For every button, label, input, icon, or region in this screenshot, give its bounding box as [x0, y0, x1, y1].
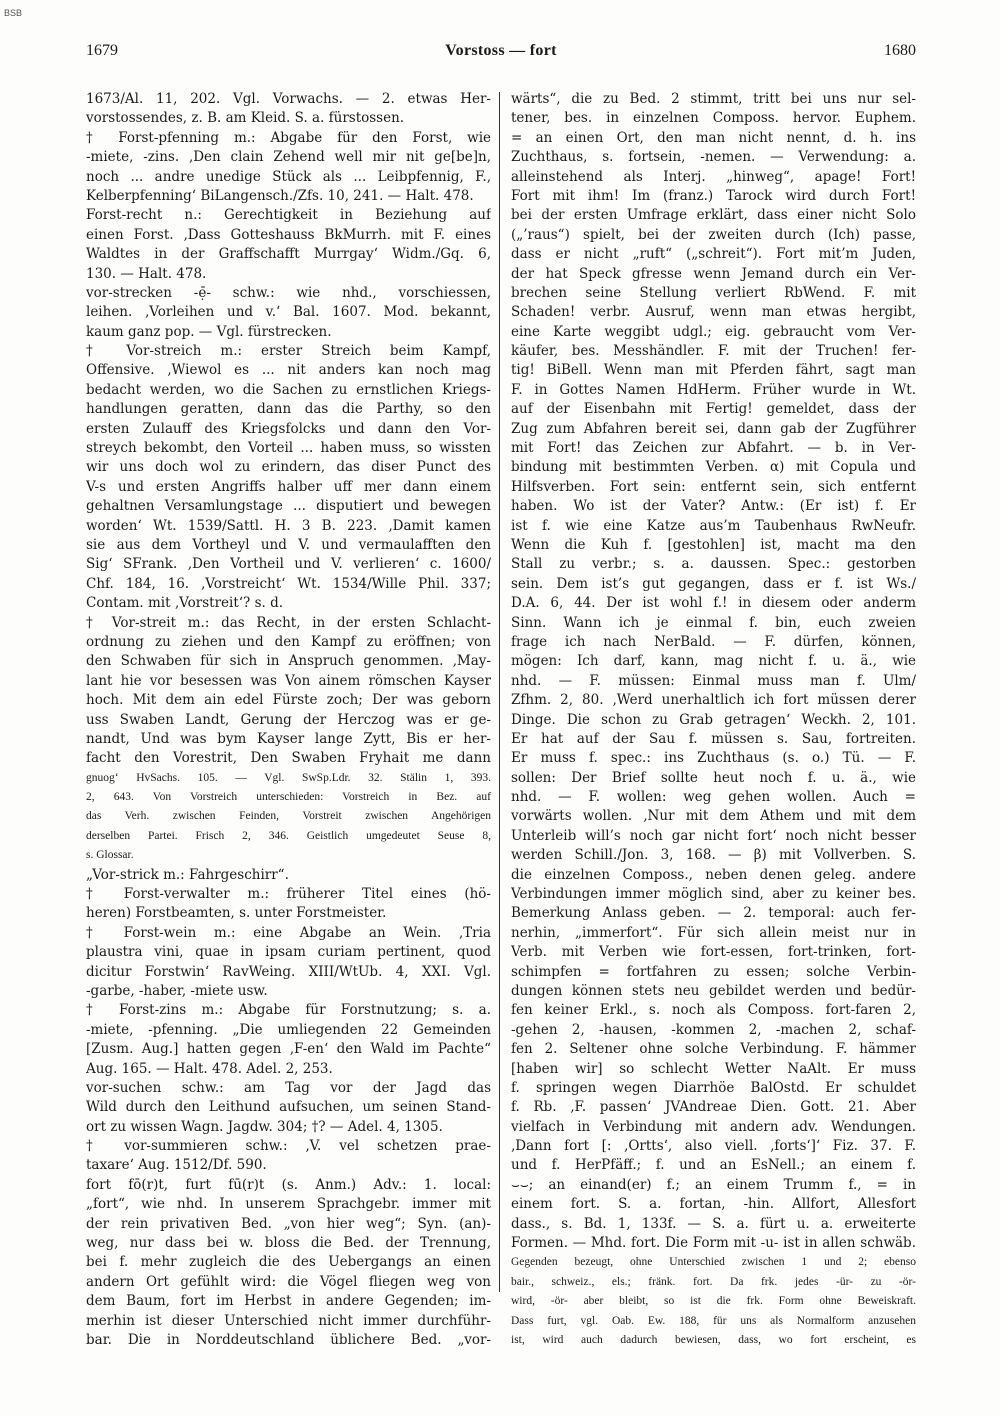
text-line: Er muss f. spec.: ins Zuchthaus (s. o.) Tü. — F.: [511, 750, 916, 767]
text-line: streych bekombt, den Vorteil ... haben muss, so wissten: [86, 440, 491, 457]
text-line: fen 2. Seltener ohne solche Verbindung. F. hämmer: [511, 1041, 916, 1058]
text-line: V-s und ersten Angriffs halber uff mer dann einem: [86, 478, 491, 495]
text-line: Sig‘ SFrank. ‚Den Vortheil und V. verlieren‘ c. 1600/: [86, 556, 491, 573]
text-line: haben. Wo ist der Vater? Antw.: (Er ist) f. Er: [511, 498, 916, 515]
text-line: brechen seine Stellung verliert RbWend. F. mit: [511, 284, 916, 301]
text-line: sie aus dem Vortheyl und V. und vermaulafften den: [86, 536, 491, 553]
text-line: Dinge. Die schon zu Grab getragen‘ Weckh. 2, 101.: [511, 711, 916, 728]
page-number-right: 1680: [884, 42, 916, 59]
text-line: wird, -ör- aber bleibt, so ist die frk. Form ohne Beweiskraft.: [511, 1295, 916, 1308]
text-line: dass., s. Bd. 1, 133f. — S. a. fürt u. a. erweiterte: [511, 1215, 916, 1232]
text-line: Bemerkung Anlass geben. — 2. temporal: auch fer-: [511, 905, 916, 922]
text-line: Wild durch den Leithund aufsuchen, um seinen Stand-: [86, 1099, 491, 1116]
text-line: -garbe, -haber, -miete usw.: [86, 982, 268, 999]
text-line: Contam. mit ‚Vorstreit‘? s. d.: [86, 595, 284, 612]
text-line: Er hat auf der Sau f. müssen s. Sau, fortreiten.: [511, 730, 916, 747]
text-line: handlungen geratten, dann das die Parthy, so den: [86, 401, 491, 418]
text-line: Wenn die Kuh f. [gestohlen] ist, macht ma den: [511, 536, 916, 553]
text-line: nhd. — F. wollen: weg gehen wollen. Auch =: [511, 789, 916, 806]
text-line: Hilfsverben. Fort sein: entfernt sein, sich entfernt: [511, 478, 916, 495]
text-line: mit Fort! das Zeichen zur Abfahrt. — b. in Ver-: [511, 440, 916, 457]
text-line: ⌣⌣; an einand(er) f.; an einem Trumm f., = in: [511, 1176, 916, 1193]
text-line: tener, bes. in einzelnen Composs. hervor. Euphem.: [511, 110, 916, 127]
text-line: wir uns doch wol zu erindern, das diser Punct des: [86, 459, 491, 476]
library-stamp: BSB: [4, 8, 23, 18]
text-line: 130. — Halt. 478.: [86, 265, 207, 282]
text-line: -miete, -pfenning. „Die umliegenden 22 Gemeinden: [86, 1021, 491, 1038]
text-line: dem Baum, fort im Herbst in andere Gegenden; im-: [86, 1293, 491, 1310]
text-line: Fort mit ihm! Im (franz.) Tarock wird durch Fort!: [511, 187, 916, 204]
text-line: Offensive. ‚Wiewol es ... nit anders kan noch mag: [86, 362, 491, 379]
text-line: kaum ganz pop. — Vgl. fürstrecken.: [86, 323, 332, 340]
text-line: nerhin, „immerfort“. Für sich allein meist nur in: [511, 924, 916, 941]
text-line: alleinstehend als Interj. „hinweg“, apage! Fort!: [511, 168, 916, 185]
text-line: † Forst-zins m.: Abgabe für Forstnutzung; s. a.: [86, 1002, 491, 1019]
text-line: f. Rb. ‚F. passen‘ JVAndreae Dien. Gott. 21. Aber: [511, 1099, 916, 1116]
text-line: † Vor-streich m.: erster Streich beim Kampf,: [86, 343, 491, 360]
text-line: Stall zu verbr.; s. a. daussen. Spec.: gestorben: [511, 556, 916, 573]
text-line: † Forst-pfenning m.: Abgabe für den Forst, wie: [86, 129, 491, 146]
text-line: leihen. ‚Vorleihen und v.‘ Bal. 1607. Mod. bekannt,: [86, 304, 491, 321]
text-line: wärts“, die zu Bed. 2 stimmt, tritt bei uns nur sel-: [511, 91, 916, 107]
text-line: plaustra vini, quae in ipsam curiam pertinent, quod: [86, 944, 491, 961]
text-line: F. in Gottes Namen HdHerm. Früher wurde in Wt.: [511, 381, 916, 398]
text-line: sein. Dem ist’s gut gegangen, dass er f. ist Ws./: [511, 575, 916, 592]
text-line: Aug. 165. — Halt. 478. Adel. 2, 253.: [86, 1060, 333, 1077]
text-line: Zfhm. 2, 80. ‚Werd unerhaltlich ich fort müssen derer: [511, 692, 916, 709]
text-line: dass er nicht „ruft“ („schreit“). Fort mit’m Juden,: [511, 246, 916, 263]
text-line: 2, 643. Von Vorstreich unterschieden: Vorstreich in Bez. auf: [86, 791, 491, 804]
text-line: uss Swaben Landt, Gerung der Herczog was er ge-: [86, 711, 491, 728]
text-line: lant hie vor besessen was Von ainem römschen Kayser: [86, 672, 491, 689]
text-line: vielfach in Verbindung mit andern adv. Wendungen.: [511, 1118, 916, 1135]
text-line: heren) Forstbeamten, s. unter Forstmeister.: [86, 905, 387, 922]
text-line: † Vor-streit m.: das Recht, in der ersten Schlacht-: [86, 614, 491, 631]
text-line: nhd. — F. müssen: Einmal muss man f. Ulm/: [511, 672, 916, 689]
left-column: [86, 90, 491, 1400]
column-divider: [499, 92, 500, 1292]
text-line: † Forst-verwalter m.: früherer Titel eines (hö-: [86, 886, 491, 903]
text-line: mögen: Ich darf, kann, mag nicht f. u. ä., wie: [511, 653, 916, 670]
text-line: frage ich nach NerBald. — F. dürfen, können,: [511, 633, 916, 650]
text-line: vorstossendes, z. B. am Kleid. S. a. fürstossen.: [86, 110, 405, 127]
text-line: vor-suchen schw.: am Tag vor der Jagd das: [86, 1079, 491, 1096]
text-line: das Verh. zwischen Feinden, Vorstreit zwischen Angehörigen: [86, 810, 491, 823]
text-line: vor-strecken -ẹ̄- schw.: wie nhd., vorschiessen,: [86, 284, 491, 301]
text-line: („’raus“) spielt, bei der zweiten durch (Ich) passe,: [511, 226, 916, 243]
right-column: [511, 90, 916, 1400]
text-line: s. Glossar.: [86, 849, 134, 862]
text-line: facht den Vorestrit, Den Swaben Fryhait me dann: [86, 750, 491, 767]
text-line: Kelberpfenning‘ BiLangensch./Zfs. 10, 241. — Halt. 478.: [86, 187, 474, 204]
text-line: gehaltnen Versamlungstage ... disputiert und bewegen: [86, 498, 491, 515]
text-line: Sinn. Wann ich je einmal f. bin, euch zweien: [511, 614, 916, 631]
text-line: Verb. mit Verben wie fort-essen, fort-trinken, fort-: [511, 944, 916, 961]
text-line: nandt, Und was bym Kayser lange Zytt, Bis er her-: [86, 730, 491, 747]
text-line: Chf. 184, 16. ‚Vorstreicht‘ Wt. 1534/Wille Phil. 337;: [86, 575, 491, 592]
text-line: werden Schill./Jon. 3, 168. — β) mit Vollverben. S.: [511, 847, 916, 864]
text-line: und f. HerPfäff.; f. und an EsNell.; an einem f.: [511, 1157, 916, 1174]
text-line: ort zu wissen Wagn. Jagdw. 304; †? — Adel. 4, 1305.: [86, 1118, 443, 1135]
text-line: weg, nur dass bei w. bloss die Bed. der Trennung,: [86, 1235, 491, 1252]
text-line: bair., schweiz., els.; fränk. fort. Da frk. jedes -ür- zu -ör-: [511, 1275, 916, 1288]
text-line: gnuog‘ HvSachs. 105. — Vgl. SwSp.Ldr. 32. Stälin 1, 393.: [86, 771, 491, 784]
text-line: einem fort. S. a. fortan, -hin. Allfort, Allesfort: [511, 1196, 916, 1213]
text-line: der hat Speck gfresse wenn Jemand durch ein Ver-: [511, 265, 916, 282]
text-line: ordnung zu ziehen und den Kampf zu eröffnen; von: [86, 633, 491, 650]
text-line: Schaden! verbr. Ausruf, wenn man etwas hergibt,: [511, 304, 916, 321]
text-line: dungen können stets neu gebildet werden und bedür-: [511, 982, 916, 999]
text-line: Zug zum Abfahren bereit sei, dann gab der Zugführer: [511, 420, 916, 437]
text-line: käufer, bes. Messhändler. F. mit der Truchen! fer-: [511, 343, 916, 360]
text-line: Unterleib will’s noch gar nicht fort‘ noch nicht besser: [511, 827, 916, 844]
text-line: ist, wird auch dadurch bewiesen, dass, wo fort erscheint, es: [511, 1334, 916, 1346]
text-line: vorwärts wollen. ‚Nur mit dem Athem und mit dem: [511, 808, 916, 825]
text-line: der rein privativen Bed. „von hier weg“; Syn. (an)-: [86, 1215, 491, 1232]
text-line: sollen: Der Brief sollte heut noch f. u. ä., wie: [511, 769, 916, 786]
text-line: tig! BiBell. Wenn man mit Pferden fährt, sagt man: [511, 362, 916, 379]
text-line: ist f. wie eine Katze aus’m Taubenhaus RwNeufr.: [511, 517, 916, 534]
text-line: † vor-summieren schw.: ‚V. vel schetzen prae-: [86, 1138, 491, 1155]
text-line: taxare‘ Aug. 1512/Df. 590.: [86, 1157, 267, 1174]
text-line: auf der Eisenbahn mit Fertig! gemeldet, dass der: [511, 401, 916, 418]
text-line: hoch. Mit dem ain edel Fürste zoch; Der was geborn: [86, 692, 491, 709]
text-line: bei der ersten Umfrage erklärt, dass einer nicht Solo: [511, 207, 916, 224]
text-line: Dass furt, vgl. Oab. Ew. 188, für uns als Normalform anzusehen: [511, 1314, 916, 1327]
text-line: merhin ist dieser Unterschied nicht immer durchführ-: [86, 1312, 491, 1329]
text-columns: [86, 90, 916, 1400]
text-line: noch ... andre unedige Stück als ... Leibpfennig, F.,: [86, 168, 491, 185]
text-line: Formen. — Mhd. fort. Die Form mit -u- ist in allen schwäb.: [511, 1235, 916, 1252]
text-line: -gehen 2, -hausen, -kommen 2, -machen 2, schaf-: [511, 1021, 916, 1038]
text-line: Gegenden bezeugt, ohne Unterschied zwischen 1 und 2; ebenso: [511, 1256, 916, 1269]
text-line: schimpfen = fortfahren zu essen; solche Verbin-: [511, 963, 916, 980]
text-line: Forst-recht n.: Gerechtigkeit in Beziehung auf: [86, 207, 491, 224]
text-line: Zuchthaus, s. fortsein, -nemen. — Verwendung: a.: [511, 149, 916, 166]
text-line: † Forst-wein m.: eine Abgabe an Wein. ‚Tria: [86, 924, 491, 941]
text-line: bindung mit bestimmten Verben. α) mit Copula und: [511, 459, 916, 476]
text-line: -miete, -zins. ‚Den clain Zehend well mir nit ge[be]n,: [86, 149, 491, 166]
text-line: [haben wir] so schlecht Wetter NaAlt. Er muss: [511, 1060, 916, 1077]
text-line: die einzelnen Composs., neben denen geleg. andere: [511, 866, 916, 883]
text-line: bedacht werden, wo die Sachen zu ernstlichen Kriegs-: [86, 381, 491, 398]
text-line: [Zusm. Aug.] hatten gegen ‚F-en‘ den Wald im Pachte“: [86, 1041, 491, 1058]
text-line: bei f. mehr zugleich die des Uebergangs an einen: [86, 1254, 491, 1271]
text-line: dicitur Forstwin‘ RavWeing. XIII/WtUb. 4, XXI. Vgl.: [86, 963, 491, 980]
page-number-left: 1679: [86, 42, 118, 59]
text-line: eine Karte weggibt udgl.; eig. gebraucht vom Ver-: [511, 323, 916, 340]
text-line: = an einen Ort, den man nicht nennt, d. h. ins: [511, 129, 916, 146]
text-line: fen keiner Erkl., s. noch als Composs. fort-faren 2,: [511, 1002, 916, 1019]
text-line: Verbindungen immer möglich sind, aber zu keiner bes.: [511, 886, 916, 903]
text-line: f. springen wegen Diarrhöe BalOstd. Er schuldet: [511, 1079, 916, 1096]
page-title: Vorstoss — fort: [445, 42, 557, 59]
text-line: Waldtes in der Graffschafft Murrgay‘ Widm./Gq. 6,: [86, 246, 491, 263]
running-header: [86, 42, 916, 66]
text-line: ersten Zulauff des Kriegsfolcks und dann den Vor-: [86, 420, 491, 437]
text-line: worden‘ Wt. 1539/Sattl. H. 3 B. 223. ‚Damit kamen: [86, 517, 491, 534]
text-line: den Schwaben für sich in Anspruch genommen. ‚May-: [86, 653, 491, 670]
text-line: bar. Die in Norddeutschland üblichere Bed. „vor-: [86, 1332, 491, 1348]
text-line: „fort“, wie nhd. In unserem Sprachgebr. immer mit: [86, 1196, 491, 1213]
text-line: ‚Dann fort [: ‚Ortts‘, also viell. ‚forts‘]‘ Fiz. 37. F.: [511, 1138, 916, 1155]
text-line: fort fō(r)t, furt fū(r)t (s. Anm.) Adv.: 1. local:: [86, 1176, 491, 1193]
text-line: 1673/Al. 11, 202. Vgl. Vorwachs. — 2. etwas Her-: [86, 91, 491, 107]
text-line: D.A. 6, 44. Der ist wohl f.! in diesem oder anderm: [511, 595, 916, 612]
text-line: einen Forst. ‚Dass Gotteshauss BkMurrh. mit F. eines: [86, 226, 491, 243]
text-line: derselben Partei. Frisch 2, 346. Geistlich umgedeutet Seuse 8,: [86, 829, 491, 842]
text-line: andern Ort gefühlt wird: die Vögel fliegen weg von: [86, 1273, 491, 1290]
text-line: „Vor-strick m.: Fahrgeschirr“.: [86, 866, 289, 883]
